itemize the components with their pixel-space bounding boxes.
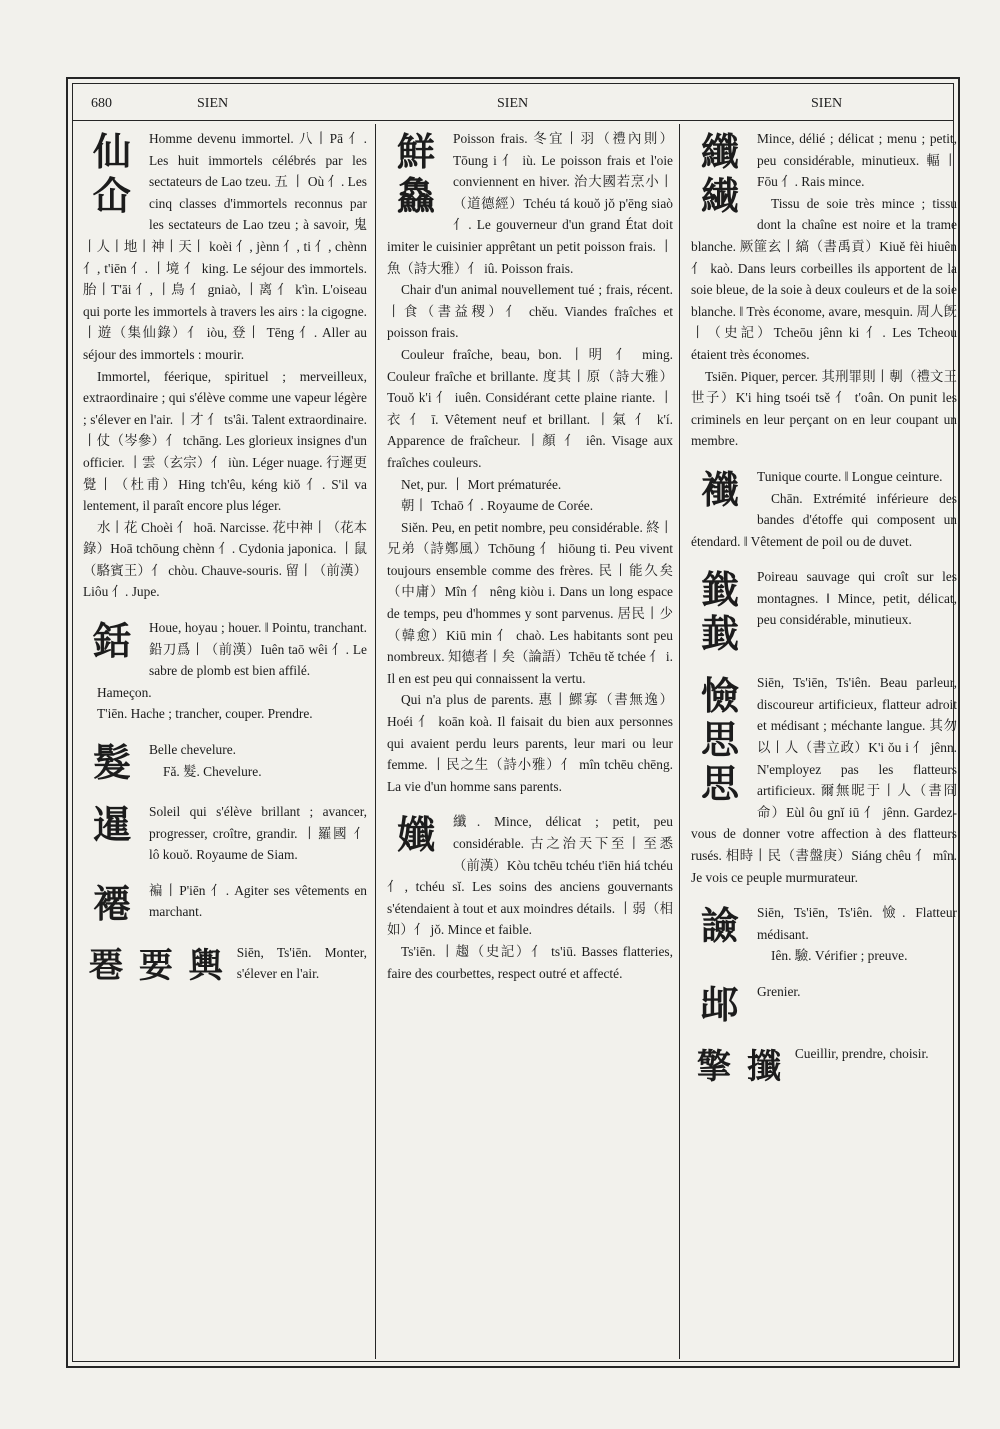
definition-text: Houe, hoyau ; houer. ‖ Pointu, tranchant. 鉛刀爲丨（前漢）Iuên taō wêi 亻. Le sabre de plomb est bien affilé. [149, 620, 367, 679]
definition-text: 纖. Mince, délicat ; petit, peu considérable. 古之治天下至丨至悉（前漢）Kòu tchēu tchéu t'iēn hiá tchéu 亻, tchéu sĭ. Les soins des anciens gouvernants s'étendaient à tout et aux moindres détails. 丨弱（相如）亻 jŏ. Mince et faible. [387, 814, 673, 938]
definition-text: Belle chevelure. [149, 742, 236, 758]
definition-text: 水丨花 Choèi 亻 hoā. Narcisse. 花中神丨（花本錄）Hoā tchōung chènn 亻. Cydonia japonica. 丨鼠（駱賓王）亻 chòu. Chauve-souris. 留丨（前漢）Liôu 亻. Jupe. [83, 519, 367, 600]
definition-text: Cueillir, prendre, choisir. [794, 1046, 929, 1061]
headword-characters: 暹 [92, 802, 133, 848]
definition-text: 褊丨P'iēn 亻. Agiter ses vêtements en marchant. [149, 882, 367, 920]
definition-text: Grenier. [757, 984, 801, 999]
headword-characters: 銛 [92, 618, 133, 664]
definition-text: Net, pur. 丨 Mort prématurée. [401, 476, 562, 492]
entry-siam [83, 801, 367, 866]
entry-beau-parleur [691, 672, 957, 888]
headword-characters: 襳 [700, 466, 741, 512]
entry-agiter [83, 880, 367, 928]
definition-text: Ts'iēn. 丨趨（史記）亻 ts'iū. Basses flatteries, faire des courbettes, respect outré et affecté. [387, 943, 673, 981]
definition-text: Tsiēn. Piquer, percer. 其刑罪則丨剸（禮文王世子）K'i hing tsoéi tsĕ 亻 t'oân. On punit les criminels en leur perçant on en leur coupant un membre. [691, 368, 957, 449]
definition-text: Siĕn. Peu, en petit nombre, peu considérable. 終丨兄弟（詩鄭風）Tchōung 亻 hiōung ti. Peu vivent toujours ensemble comme des frères. 民丨能久矣（中庸）Mîn 亻 nêng kiòu i. Dans un long espace de temps, peu d'hommes y sont parvenus. 居民丨少（韓愈）Kiū min 亻 chaò. Les habitants sont peu nombreux. 知德者丨矣（論語）Tchēu tě tchée 亻 i. Il en est peu qui connaissent la vertu. [387, 519, 673, 686]
definition-text: Immortel, féerique, spirituel ; merveilleux, extraordinaire ; qui s'élève comme une vapeur légère ; s'élever en l'air. 丨才 亻 ts'âi. Talent extraordinaire. 丨仗（岑參）亻 tchāng. Les glorieux insignes d'un officier. 丨雲（玄宗）亻 iùn. Léger nuage. 行遲更覺丨（杜甫）Hing tch'êu, kéng kiŏ 亻. S'il va lentement, il paraît encore plus léger. [83, 368, 367, 514]
headword-characters: 孅 [396, 812, 437, 858]
definition-text: T'iēn. Hache ; trancher, couper. Prendre. [97, 706, 313, 722]
definition-text: Soleil qui s'élève brillant ; avancer, progresser, croître, grandir. 丨羅國 亻 lô kouŏ. Royaume de Siam. [149, 804, 367, 863]
entry-mince-delicat [387, 811, 673, 984]
column-rule-1 [375, 124, 376, 1359]
definition-text: Hameçon. [97, 684, 152, 700]
definition-text: Poisson frais. 冬宜丨羽（禮內則）Tōung i 亻 iù. Le poisson frais et l'oie conviennent en hiver. 治大國若烹小丨（道德經）Tchéu tá kouŏ jŏ p'ēng siaò 亻. Le gouverneur d'un grand État doit imiter le cuisinier apprêtant un petit poisson frais. 丨魚（詩大雅）亻 iû. Poisson frais. [387, 131, 673, 276]
page-number: 680 [91, 96, 112, 111]
entry-poisson-frais [387, 128, 673, 797]
headword-characters: 䢺 [700, 982, 741, 1027]
headword-characters: 纖 繊 [700, 129, 741, 218]
definition-text: Tunique courte. ‖ Longue ceinture. [757, 468, 943, 484]
column-1 [83, 128, 367, 1355]
headword-characters: 鮮 鱻 [396, 129, 437, 218]
entry-hoe [83, 617, 367, 725]
definition-text: Mince, délié ; délicat ; menu ; petit, peu considérable, minutieux. 輻丨Fōu 亻. Rais mince. [757, 131, 957, 190]
definition-text: Siēn, Ts'iēn, Ts'iên. Beau parleur, discoureur artificieux, flatteur adroit et médisant ; méchante langue. 其勿以丨人（書立政）K'i ŏu i 亻 jênn. N'employez pas les flatteurs artificieux. 爾無昵于丨人（書冏命）Eùl ôu gnĭ iū 亻 jênn. Gardez-vous de donner votre affection à des flatteurs rusés. 相時丨民（書盤庚）Siáng chêu 亻 mîn. Je vois ce peuple murmurateur. [691, 675, 957, 885]
definition-text: Chair d'un animal nouvellement tué ; frais, récent. 丨食（書益稷）亻 chĕu. Viandes fraîches et poisson frais. [387, 282, 673, 341]
running-head-center: SIEN [497, 96, 529, 111]
page-frame-inner [72, 83, 957, 1362]
entry-delie [691, 128, 957, 452]
entry-cueillir [691, 1043, 957, 1091]
headword-characters: 仙 仚 [92, 129, 133, 218]
running-head-left: SIEN [197, 96, 229, 111]
headword-characters: 譣 [700, 903, 741, 949]
entry-tunique [691, 466, 957, 552]
entry-flatteur [691, 902, 957, 967]
definition-text: 朝丨 Tchaō 亻. Royaume de Corée. [401, 498, 594, 514]
definition-text: Couleur fraîche, beau, bon. 丨明 亻 ming. Couleur fraîche et brillante. 度其丨原（詩大雅）Touŏ k'i 亻 iuên. Considérant cette plaine riante. 丨衣 亻 ī. Vêtement neuf et brillant. 丨氣 亻 k'í. Apparence de fraîcheur. 丨顏 亻 iên. Visage aux fraîches couleurs. [387, 346, 673, 470]
definition-text: Poireau sauvage qui croît sur les montagnes. ‖ Mince, petit, délicat, peu considérable, minutieux. [757, 569, 957, 628]
headword-characters: 擎 攕 [697, 1047, 783, 1087]
page-header [73, 84, 953, 121]
definition-text: Iên. 驗. Vérifier ; preuve. [771, 948, 908, 964]
column-3 [691, 128, 957, 1355]
definition-text: Chān. Extrémité inférieure des bandes d'étoffe qui composent un étendard. ‖ Vêtement de poil ou de duvet. [691, 490, 957, 549]
entry-poireau [691, 566, 957, 658]
column-2 [387, 128, 673, 1355]
definition-text: Siēn, Ts'iēn. Monter, s'élever en l'air. [236, 944, 367, 982]
definition-text: Qui n'a plus de parents. 惠丨鰥寡（書無逸）Hoéi 亻 koān koà. Il faisait du bien aux personnes qui avaient perdu leurs parents, leur mari ou leur femme. 丨民之生（詩小雅）亻 mîn tchēu chēng. La vie d'un homme sans parents. [387, 692, 673, 794]
entry-grenier [691, 981, 957, 1029]
headword-characters: 韱 韯 [700, 567, 741, 657]
definition-text: Tissu de soie très mince ; tissu dont la chaîne est noire et la trame blanche. 厥篚玄丨縞（書禹貢）Kiuĕ fèi hiuên 亻 kaò. Dans leurs corbeilles ils apportent de la soie bleue, de la soie à deux couleurs et de la soie blanche. ‖ Très économe, avare, mesquin. 周人旣丨（史記）Tcheōu jênn ki 亻. Les Tcheou étaient très économes. [691, 195, 957, 362]
entry-sien-immortal [83, 128, 367, 603]
definition-text: Fă. 髮. Chevelure. [163, 763, 262, 779]
running-head-right: SIEN [811, 96, 843, 111]
headword-characters: 髮 [92, 740, 133, 786]
page-frame [66, 77, 960, 1368]
entry-chevelure [83, 739, 367, 787]
definition-text: Homme devenu immortel. 八丨Pā 亻. Les huit immortels célébrés par les sectateurs de Lao tzeu. 五 丨 Où 亻. Les cinq classes d'immortels reconnus par les sectateurs de Lao tzeu ; à savoir, 鬼丨人丨地丨神丨天丨 koèi 亻, jènn 亻, ti 亻, chènn 亻, t'iēn 亻. 丨境 亻 king. Le séjour des immortels. 胎丨T'āi 亻, 丨鳥 亻 gniaò, 丨离 亻 k'ìn. L'oiseau qui porte les immortels à travers les airs : la cigogne. 丨遊（集仙錄）亻 iòu, 登丨 Tēng 亻. Aller au séjour des immortels : mourir. [83, 131, 367, 362]
headword-characters: 䙴 要 輿 [89, 945, 225, 986]
headword-characters: 褼 [92, 880, 133, 926]
column-rule-2 [679, 124, 680, 1359]
headword-characters: 憸 思 思 [700, 673, 741, 807]
definition-text: Siēn, Ts'iēn, Ts'iên. 憸. Flatteur médisant. [757, 905, 957, 942]
entry-monter [83, 942, 367, 990]
